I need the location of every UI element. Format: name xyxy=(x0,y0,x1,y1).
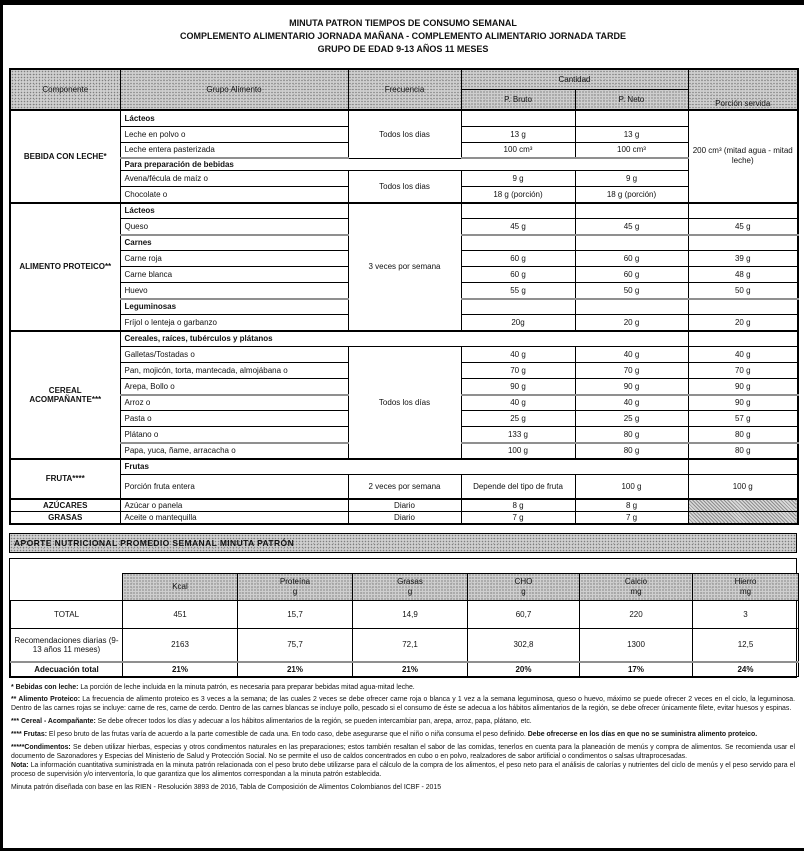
grupo-cell: Galletas/Tostadas o xyxy=(120,347,348,363)
subheader-cell: Cereales, raíces, tubérculos y plátanos xyxy=(120,331,688,347)
value-cell: 12,5 xyxy=(693,628,799,662)
footnote-label: *** Cereal - Acompañante: xyxy=(11,718,96,726)
componente-cell-bebida: BEBIDA CON LECHE* xyxy=(10,110,120,203)
value-cell: 17% xyxy=(580,662,693,676)
neto-cell: 90 g xyxy=(575,379,688,395)
grupo-cell: Arepa, Bollo o xyxy=(120,379,348,395)
empty-cell xyxy=(688,331,798,347)
table-row xyxy=(10,171,798,187)
table-row xyxy=(10,511,798,524)
porcion-cell: 200 cm³ (mitad agua - mitad leche) xyxy=(688,110,798,203)
componente-cell-grasas: GRASAS xyxy=(10,511,120,524)
col-unit: mg xyxy=(630,586,642,596)
neto-cell: 13 g xyxy=(575,126,688,142)
header-peso-neto: P. Neto xyxy=(575,90,688,111)
empty-cell xyxy=(461,110,575,126)
bruto-cell: 13 g xyxy=(461,126,575,142)
empty-cell xyxy=(575,110,688,126)
grupo-cell: Aceite o mantequilla xyxy=(120,511,348,524)
freq-cell: Diario xyxy=(348,499,461,512)
grupo-cell: Papa, yuca, ñame, arracacha o xyxy=(120,443,348,459)
freq-cell: Todos los días xyxy=(348,347,461,459)
footnote-text: La frecuencia de alimento proteico es 3 veces a la semana; de las cuales 2 veces se debe ofrecer carne roja o blanca y 1 vez a la semana leguminosa, queso o huevo, máximo se puede ofrecer 2 veces en el ciclo, la leguminosa. Dentro de las carnes rojas se incluye: carne de res, carne de cerdo. Dentro de las carnes blancas se incluye pollo, pescado si el consumo de éste se adecua a los hábitos alimentarios de la región, se debe ofrecer únicamente filete, evitar huesos y espinas. xyxy=(11,696,795,713)
porcion-cell: 48 g xyxy=(688,267,798,283)
table-row xyxy=(10,110,798,126)
neto-cell: 80 g xyxy=(575,427,688,443)
row-label: Recomendaciones diarias (9-13 años 11 meses) xyxy=(11,628,123,662)
neto-cell: 9 g xyxy=(575,171,688,187)
subheader-cell: Para preparación de bebidas xyxy=(120,158,688,171)
grupo-cell: Huevo xyxy=(120,283,348,299)
value-cell: 21% xyxy=(353,662,468,676)
porcion-cell: 50 g xyxy=(688,283,798,299)
col-label: Proteína xyxy=(279,577,311,587)
grupo-cell: Chocolate o xyxy=(120,187,348,203)
col-label: Hierro xyxy=(734,577,757,587)
value-cell: 302,8 xyxy=(468,628,580,662)
value-cell: 14,9 xyxy=(353,600,468,628)
empty-cell xyxy=(575,235,688,251)
aporte-adecuacion-row xyxy=(11,662,799,676)
header-row-1 xyxy=(10,69,798,90)
document-title xyxy=(9,17,797,56)
bruto-cell: 25 g xyxy=(461,411,575,427)
table-row xyxy=(10,203,798,219)
footnote-label: * Bebidas con leche: xyxy=(11,683,79,691)
subheader-cell: Leguminosas xyxy=(120,299,348,315)
minuta-patron-table xyxy=(9,68,799,525)
porcion-cell: 90 g xyxy=(688,379,798,395)
col-unit: mg xyxy=(739,586,752,596)
neto-cell: 8 g xyxy=(575,499,688,512)
footnote-text: La porción de leche incluida en la minuta patrón, es necesaria para preparar bebidas mitad agua-mitad leche. xyxy=(78,683,415,691)
bruto-cell: 133 g xyxy=(461,427,575,443)
value-cell: 24% xyxy=(693,662,799,676)
bruto-cell: 100 cm³ xyxy=(461,142,575,158)
table-header xyxy=(10,69,798,110)
empty-cell xyxy=(688,299,798,315)
table-row xyxy=(10,459,798,475)
freq-cell: 3 veces por semana xyxy=(348,203,461,331)
bruto-cell: 70 g xyxy=(461,363,575,379)
grupo-cell: Arroz o xyxy=(120,395,348,411)
col-label: Kcal xyxy=(172,581,188,591)
row-label: TOTAL xyxy=(11,600,123,628)
grupo-cell: Pasta o xyxy=(120,411,348,427)
neto-cell: 25 g xyxy=(575,411,688,427)
col-unit: g xyxy=(521,586,526,596)
freq-cell: Diario xyxy=(348,511,461,524)
aporte-recomendaciones-row xyxy=(11,628,799,662)
col-label: Calcio xyxy=(624,577,648,587)
grupo-cell: Leche en polvo o xyxy=(120,126,348,142)
value-cell: 21% xyxy=(123,662,238,676)
empty-cell xyxy=(575,203,688,219)
footnote-proteico xyxy=(11,695,795,713)
freq-cell: 2 veces por semana xyxy=(348,475,461,499)
header-proteina xyxy=(238,573,353,600)
porcion-cell: 20 g xyxy=(688,315,798,331)
hatched-cell xyxy=(688,511,798,524)
header-peso-bruto: P. Bruto xyxy=(461,90,575,111)
header-grasas xyxy=(353,573,468,600)
porcion-cell: 39 g xyxy=(688,251,798,267)
footnote-nota xyxy=(11,761,795,779)
header-cho xyxy=(468,573,580,600)
neto-cell: 60 g xyxy=(575,251,688,267)
bruto-cell: 90 g xyxy=(461,379,575,395)
aporte-nutricional-bar: APORTE NUTRICIONAL PROMEDIO SEMANAL MINUTA PATRÓN xyxy=(9,533,797,553)
bruto-cell: 100 g xyxy=(461,443,575,459)
bruto-cell: 8 g xyxy=(461,499,575,512)
table-row xyxy=(10,331,798,347)
col-label: CHO xyxy=(514,577,533,587)
value-cell: 220 xyxy=(580,600,693,628)
grupo-cell: Queso xyxy=(120,219,348,235)
grupo-cell: Azúcar o panela xyxy=(120,499,348,512)
title-line-2: COMPLEMENTO ALIMENTARIO JORNADA MAÑANA - COMPLEMENTO ALIMENTARIO JORNADA TARDE xyxy=(180,31,626,42)
empty-cell xyxy=(688,459,798,475)
componente-cell-azucares: AZÚCARES xyxy=(10,499,120,512)
grupo-cell: Leche entera pasterizada xyxy=(120,142,348,158)
grupo-cell: Carne blanca xyxy=(120,267,348,283)
header-calcio xyxy=(580,573,693,600)
porcion-cell: 70 g xyxy=(688,363,798,379)
footnote-text: Se debe ofrecer todos los días y adecuar a los hábitos alimentarios de la región, se pueden intercambiar pan, arepa, arroz, papa, plátano, etc. xyxy=(95,718,532,726)
footnote-label: *****Condimentos: xyxy=(11,743,71,751)
empty-cell xyxy=(461,203,575,219)
aporte-table xyxy=(10,573,799,677)
neto-cell: 7 g xyxy=(575,511,688,524)
porcion-cell: 80 g xyxy=(688,427,798,443)
header-kcal xyxy=(123,573,238,600)
neto-cell: 40 g xyxy=(575,347,688,363)
table-row xyxy=(10,499,798,512)
bruto-cell: 60 g xyxy=(461,251,575,267)
header-porcion-servida: Porción servida xyxy=(688,69,798,110)
bruto-cell: 60 g xyxy=(461,267,575,283)
bruto-cell: 7 g xyxy=(461,511,575,524)
table-row xyxy=(10,475,798,499)
neto-cell: 100 cm³ xyxy=(575,142,688,158)
porcion-cell: 57 g xyxy=(688,411,798,427)
grupo-cell: Fríjol o lenteja o garbanzo xyxy=(120,315,348,331)
componente-cell-proteico: ALIMENTO PROTEICO** xyxy=(10,203,120,331)
neto-cell: 100 g xyxy=(575,475,688,499)
empty-cell xyxy=(461,299,575,315)
table-row xyxy=(10,158,798,171)
empty-cell xyxy=(688,235,798,251)
porcion-cell: 40 g xyxy=(688,347,798,363)
value-cell: 72,1 xyxy=(353,628,468,662)
footnote-bebidas xyxy=(11,683,795,692)
subheader-cell: Lácteos xyxy=(120,110,348,126)
footnote-condimentos xyxy=(11,743,795,761)
header-hierro xyxy=(693,573,799,600)
value-cell: 451 xyxy=(123,600,238,628)
neto-cell: 60 g xyxy=(575,267,688,283)
freq-cell: Todos los dias xyxy=(348,110,461,158)
aporte-header-row xyxy=(11,573,799,600)
footnote-text: Se deben utilizar hierbas, especias y otros condimentos naturales en las preparaciones; estos también resaltan el sabor de las comidas, tenerlos en cuenta para la planeación de menús y compra de alimentos. Se recomienda usar el documento de Sazonadores y Especias del Ministerio de Salud y Protección Social. No se permite el uso de caldos concentrados en cubo o en polvo, realzadores de sabor artificial o condimentos o salsas ultraprocesadas. xyxy=(11,743,795,760)
neto-cell: 80 g xyxy=(575,443,688,459)
grupo-cell: Avena/fécula de maíz o xyxy=(120,171,348,187)
table-row xyxy=(10,347,798,363)
col-label: Grasas xyxy=(397,577,423,587)
header-grupo-alimento: Grupo Alimento xyxy=(120,69,348,110)
footnote-text: La información cuantitativa suministrada en la minuta patrón relacionada con el peso bruto debe utilizarse para el cálculo de la compra de los alimentos, el peso neto para el análisis de calorías y nutrientes del ciclo de menús y el peso servido para el proceso de supervisión y/o interventoría, lo que garantiza que los alimentos correspondan a la minuta patrón establecida. xyxy=(11,761,795,779)
aporte-table-box xyxy=(9,558,797,678)
value-cell: 21% xyxy=(238,662,353,676)
value-cell: 3 xyxy=(693,600,799,628)
neto-cell: 40 g xyxy=(575,395,688,411)
header-componente: Componente xyxy=(10,69,120,110)
bruto-cell: 9 g xyxy=(461,171,575,187)
value-cell: 2163 xyxy=(123,628,238,662)
grupo-cell: Carne roja xyxy=(120,251,348,267)
row-label: Adecuación total xyxy=(11,662,123,676)
footnotes xyxy=(9,683,797,792)
footnote-label: ** Alimento Proteico: xyxy=(11,696,81,704)
value-cell: 60,7 xyxy=(468,600,580,628)
footnote-label: **** Frutas: xyxy=(11,730,47,738)
subheader-cell: Frutas xyxy=(120,459,688,475)
neto-cell: 70 g xyxy=(575,363,688,379)
footnote-cereal xyxy=(11,717,795,726)
footnote-fuente: Minuta patrón diseñada con base en las RIEN - Resolución 3893 de 2016, Tabla de Composición de Alimentos Colombianos del ICBF - 2015 xyxy=(11,783,442,791)
bruto-cell: 55 g xyxy=(461,283,575,299)
col-unit: g xyxy=(292,586,298,596)
subheader-cell: Carnes xyxy=(120,235,348,251)
neto-cell: 20 g xyxy=(575,315,688,331)
value-cell: 20% xyxy=(468,662,580,676)
footnote-text: El peso bruto de las frutas varía de acuerdo a la parte comestible de cada una. En todo caso, debe asegurarse que el niño o niña consuma el peso definido. xyxy=(47,730,528,738)
empty-cell xyxy=(575,299,688,315)
footnote-frutas xyxy=(11,730,795,739)
bruto-cell: 40 g xyxy=(461,395,575,411)
bruto-cell: 20g xyxy=(461,315,575,331)
componente-cell-cereal: CEREAL ACOMPAÑANTE*** xyxy=(10,331,120,459)
grupo-cell: Porción fruta entera xyxy=(120,475,348,499)
title-line-1: MINUTA PATRON TIEMPOS DE CONSUMO SEMANAL xyxy=(289,18,517,28)
value-cell: 15,7 xyxy=(238,600,353,628)
footnote-bold-end: Debe ofrecerse en los días en que no se suministra alimento proteico. xyxy=(527,730,758,738)
grupo-cell: Plátano o xyxy=(120,427,348,443)
porcion-cell: 45 g xyxy=(688,219,798,235)
porcion-cell: 100 g xyxy=(688,475,798,499)
title-line-3: GRUPO DE EDAD 9-13 AÑOS 11 MESES xyxy=(317,44,489,55)
grupo-cell: Pan, mojicón, torta, mantecada, almojábana o xyxy=(120,363,348,379)
empty-cell xyxy=(11,573,123,600)
footnote-label: Nota: xyxy=(11,761,29,769)
porcion-cell: 80 g xyxy=(688,443,798,459)
neto-cell: 50 g xyxy=(575,283,688,299)
freq-cell: Todos los dias xyxy=(348,171,461,203)
bruto-cell: Depende del tipo de fruta xyxy=(461,475,575,499)
neto-cell: 18 g (porción) xyxy=(575,187,688,203)
componente-cell-fruta: FRUTA**** xyxy=(10,459,120,499)
hatched-cell xyxy=(688,499,798,512)
porcion-cell: 90 g xyxy=(688,395,798,411)
value-cell: 75,7 xyxy=(238,628,353,662)
bruto-cell: 45 g xyxy=(461,219,575,235)
header-cantidad: Cantidad xyxy=(461,69,688,90)
col-unit: g xyxy=(407,586,413,596)
bruto-cell: 40 g xyxy=(461,347,575,363)
empty-cell xyxy=(688,203,798,219)
subheader-cell: Lácteos xyxy=(120,203,348,219)
neto-cell: 45 g xyxy=(575,219,688,235)
header-frecuencia: Frecuencia xyxy=(348,69,461,110)
empty-cell xyxy=(461,235,575,251)
value-cell: 1300 xyxy=(580,628,693,662)
bruto-cell: 18 g (porción) xyxy=(461,187,575,203)
aporte-total-row xyxy=(11,600,799,628)
